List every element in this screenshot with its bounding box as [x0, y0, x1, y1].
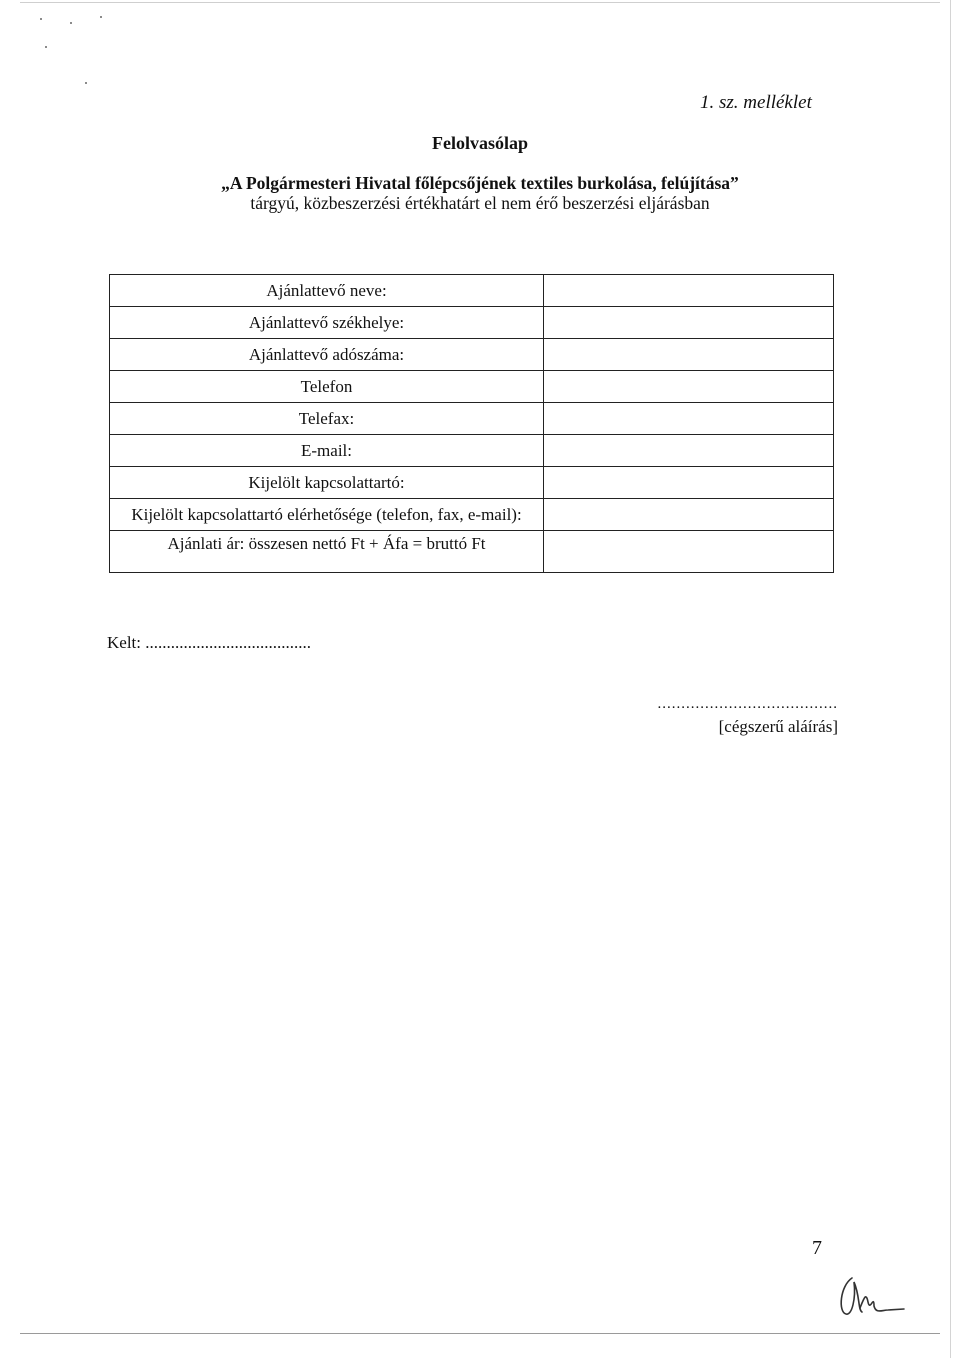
row-label: Ajánlattevő adószáma: [110, 339, 544, 371]
bid-price-field[interactable] [544, 531, 834, 573]
scan-speck [70, 22, 72, 24]
scan-speck [100, 16, 102, 18]
form-row-tax-number [110, 339, 834, 371]
scan-speck [45, 46, 47, 48]
contact-details-field[interactable] [544, 499, 834, 531]
scan-speck [85, 82, 87, 84]
form-row-email [110, 435, 834, 467]
bidder-name-field[interactable] [544, 275, 834, 307]
row-label: Kijelölt kapcsolattartó elérhetősége (telefon, fax, e-mail): [110, 499, 544, 531]
row-label: Telefon [110, 371, 544, 403]
bidder-seat-field[interactable] [544, 307, 834, 339]
bid-form-table [109, 274, 834, 573]
form-row-bidder-seat [110, 307, 834, 339]
annex-label: 1. sz. melléklet [700, 92, 812, 113]
row-label: Ajánlati ár: összesen nettó Ft + Áfa = bruttó Ft [110, 531, 544, 573]
fax-field[interactable] [544, 403, 834, 435]
contact-person-field[interactable] [544, 467, 834, 499]
tax-number-field[interactable] [544, 339, 834, 371]
project-title: „A Polgármesteri Hivatal főlépcsőjének textiles burkolása, felújítása” [221, 173, 739, 193]
page-number: 7 [812, 1237, 822, 1259]
phone-field[interactable] [544, 371, 834, 403]
form-row-fax [110, 403, 834, 435]
document-title: Felolvasólap [431, 133, 528, 153]
email-field[interactable] [544, 435, 834, 467]
bottom-edge-rule [20, 1333, 940, 1334]
date-line: Kelt: ....................................... [107, 633, 311, 652]
row-label: Ajánlattevő neve: [110, 275, 544, 307]
signature-line: ...................................... [657, 696, 838, 712]
signature-label: [cégszerű aláírás] [718, 717, 838, 736]
form-row-bidder-name [110, 275, 834, 307]
row-label: Kijelölt kapcsolattartó: [110, 467, 544, 499]
form-row-contact-details [110, 499, 834, 531]
form-row-bid-price [110, 531, 834, 573]
row-label: E-mail: [110, 435, 544, 467]
project-subtitle: tárgyú, közbeszerzési értékhatárt el nem érő beszerzési eljárásban [250, 193, 710, 213]
row-label: Telefax: [110, 403, 544, 435]
scan-speck [40, 18, 42, 20]
handwritten-initials [830, 1268, 910, 1328]
top-edge-rule [20, 2, 940, 3]
row-label: Ajánlattevő székhelye: [110, 307, 544, 339]
form-row-contact-person [110, 467, 834, 499]
form-row-phone [110, 371, 834, 403]
